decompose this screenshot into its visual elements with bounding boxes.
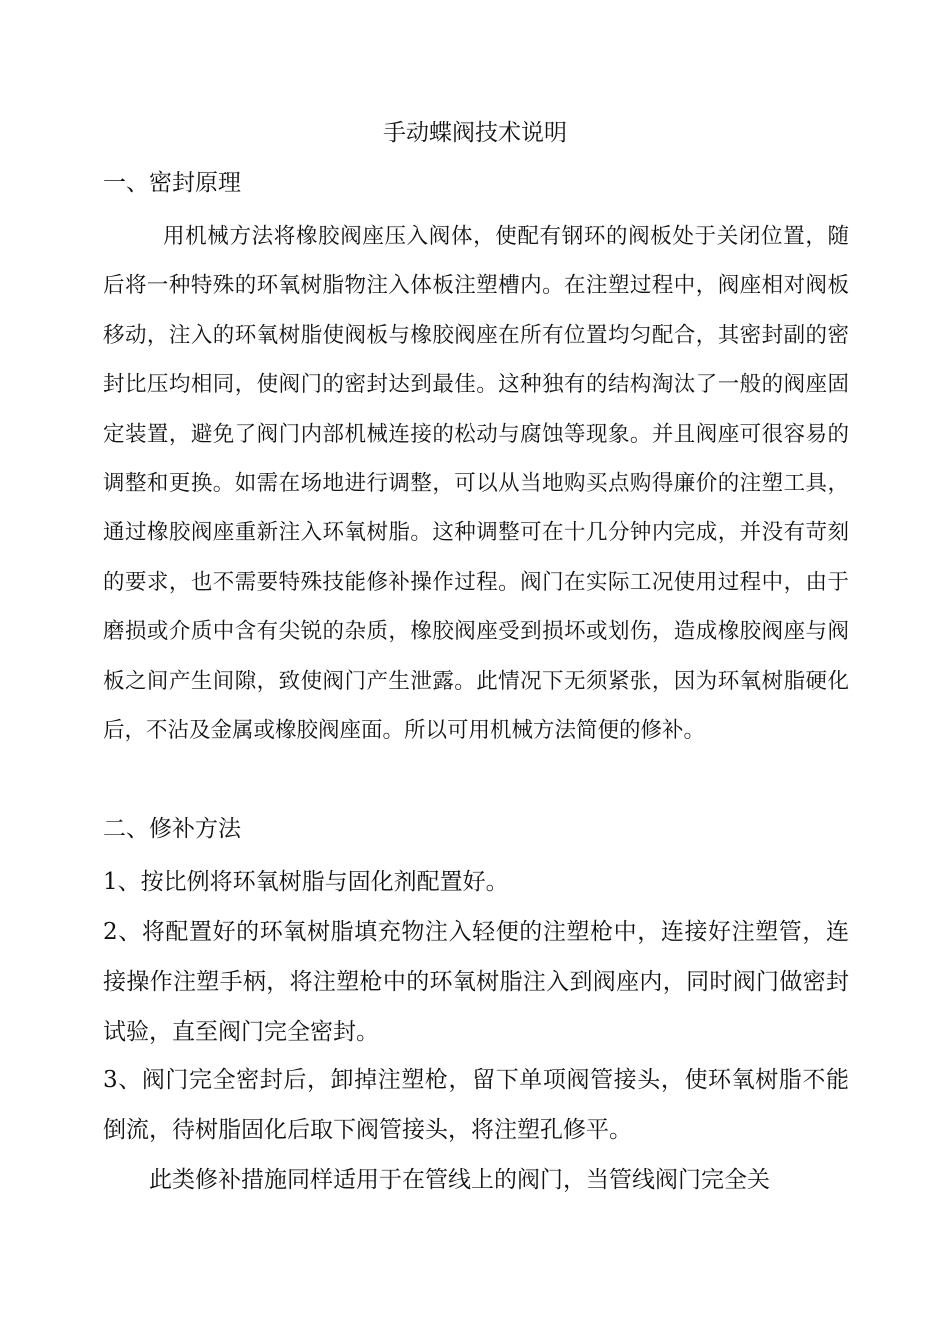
repair-step-3: 3、阀门完全密封后，卸掉注塑枪，留下单项阀管接头，使环氧树脂不能倒流，待树脂固化后取下阀管接头，将注塑孔修平。 <box>103 1067 849 1143</box>
repair-step-1: 1、按比例将环氧树脂与固化剂配置好。 <box>103 869 509 895</box>
closing-paragraph: 此类修补措施同样适用于在管线上的阀门，当管线阀门完全关 <box>149 1167 770 1193</box>
section-heading-repair-method: 二、修补方法 <box>103 816 241 842</box>
section-heading-sealing-principle: 一、密封原理 <box>103 170 241 196</box>
sealing-principle-paragraph: 用机械方法将橡胶阀座压入阀体，使配有钢环的阀板处于关闭位置，随后将一种特殊的环氧树脂物注入体板注塑槽内。在注塑过程中，阀座相对阀板移动，注入的环氧树脂使阀板与橡胶阀座在所有位置均匀配合，其密封副的密封比压均相同，使阀门的密封达到最佳。这种独有的结构淘汰了一般的阀座固定装置，避免了阀门内部机械连接的松动与腐蚀等现象。并且阀座可很容易的调整和更换。如需在场地进行调整，可以从当地购买点购得廉价的注塑工具，通过橡胶阀座重新注入环氧树脂。这种调整可在十几分钟内完成，并没有苛刻的要求，也不需要特殊技能修补操作过程。阀门在实际工况使用过程中，由于磨损或介质中含有尖锐的杂质，橡胶阀座受到损坏或划伤，造成橡胶阀座与阀板之间产生间隙，致使阀门产生泄露。此情况下无须紧张，因为环氧树脂硬化后，不沾及金属或橡胶阀座面。所以可用机械方法简便的修补。 <box>103 224 849 744</box>
page-title: 手动蝶阀技术说明 <box>383 120 567 146</box>
repair-step-2: 2、将配置好的环氧树脂填充物注入轻便的注塑枪中，连接好注塑管，连接操作注塑手柄，将注塑枪中的环氧树脂注入到阀座内，同时阀门做密封试验，直至阀门完全密封。 <box>103 919 849 1045</box>
